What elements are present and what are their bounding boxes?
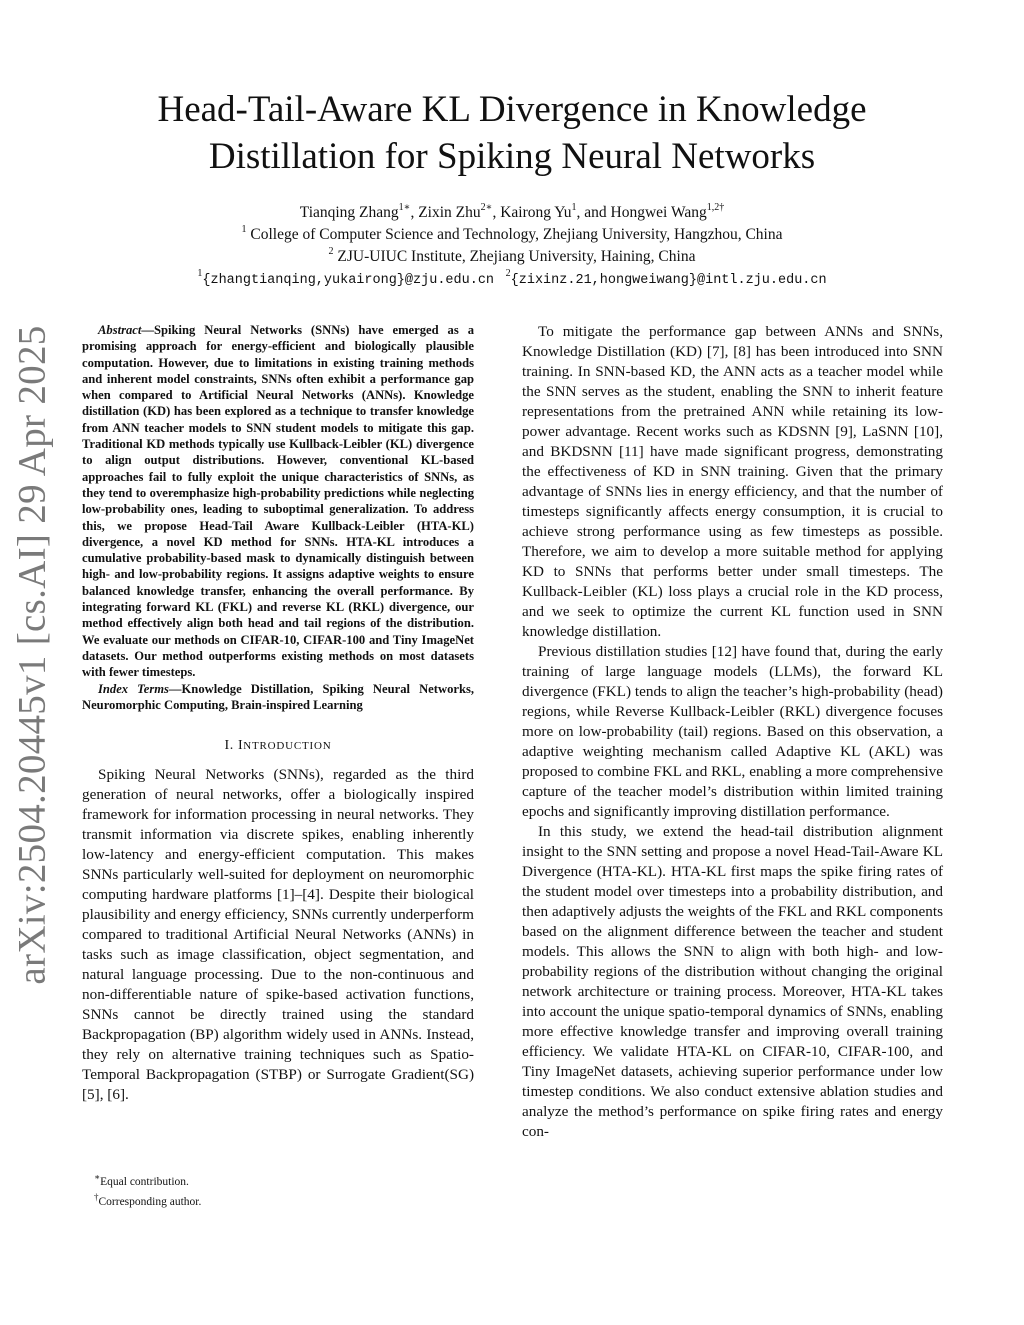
intro-paragraph-3: Previous distillation studies [12] have found that, during the early training of large language models (LLMs), the forward KL divergence (FKL) tends to align the teacher’s high-probability (head) regions, while Reverse Kullback-Leibler (RKL) divergence focuses more on low-probability (tail) regions. Based on this observation, a adaptive weighting mechanism called Adaptive KL (AKL) was proposed to combine FKL and RKL, enabling a more comprehensive capture of the teacher model’s distribution within limited training epochs and significantly improving distillation performance.	[522, 643, 943, 820]
intro-paragraph-4: In this study, we extend the head-tail distribution alignment insight to the SNN setting and propose a novel Head-Tail-Aware KL Divergence (HTA-KL). HTA-KL first maps the spike firing rates of the student model over timesteps into a probability distribution, and then adaptively adjusts the weights of the FKL and RKL components based on the alignment difference between the teacher and student models. This allows the SNN to align with both high- and low-probability regions of the distribution without changing the original network architecture or training process. Moreover, HTA-KL takes into account the unique spatio-temporal dynamics of SNNs, enabling more effective knowledge transfer and improving overall training efficiency. We validate HTA-KL on CIFAR-10, CIFAR-100, and Tiny ImageNet datasets, achieving superior performance under low timestep conditions. We also conduct extensive ablation studies and analyze the method’s performance on spike firing rates and energy con-	[522, 823, 943, 1140]
footnote-mark: †	[94, 1191, 99, 1202]
author-separator: ,	[492, 204, 501, 221]
abstract-dash: —	[141, 323, 154, 337]
author-mark: 1∗	[398, 201, 411, 213]
footnote	[82, 1190, 474, 1210]
email-line	[90, 268, 934, 292]
footnote-text: Equal contribution.	[100, 1175, 189, 1188]
affiliation-mark: 1	[241, 223, 247, 235]
affiliation-text: College of Computer Science and Technology, Zhejiang University, Hangzhou, China	[250, 226, 783, 243]
intro-paragraph-1: Spiking Neural Networks (SNNs), regarded as the third generation of neural networks, offer a biologically inspired framework for information processing in neural networks. They transmit information via discrete spikes, enabling inherently low-latency and energy-efficient computation. This makes SNNs particularly well-suited for deployment on neuromorphic computing hardware platforms [1]–[4]. Despite their biological plausibility and energy efficiency, SNNs currently underperform compared to traditional Artificial Neural Networks (ANNs) in tasks such as image classification, object segmentation, and natural language processing. Due to the non-continuous and non-differentiable nature of spike-based activation functions, SNNs cannot be directly trained using the standard Backpropagation (BP) algorithm widely used in ANNs. Instead, they rely on alternative training techniques such as Spatio-Temporal Backpropagation (STBP) or Surrogate Gradient(SG) [5], [6].	[82, 766, 474, 1104]
author-separator: ,	[410, 204, 419, 221]
email-mark: 1	[197, 267, 203, 279]
footnote-text: Corresponding author.	[98, 1195, 202, 1208]
author-separator: , and	[576, 204, 611, 221]
abstract	[82, 322, 474, 681]
email-mark: 2	[505, 267, 511, 279]
abstract-label: Abstract	[98, 323, 142, 337]
right-column	[522, 322, 943, 1142]
author-name: Zixin Zhu	[418, 204, 481, 221]
index-terms	[82, 681, 474, 714]
abstract-body: Spiking Neural Networks (SNNs) have emerged as a promising approach for energy-efficient and biologically plausible computation. However, due to limitations in existing training methods and inherent model constraints, SNNs often exhibit a performance gap when compared to Artificial Neural Networks (ANNs). Knowledge distillation (KD) has been explored as a technique to transfer knowledge from ANN teacher models to SNN student models to mitigate this gap. Traditional KD methods typically use Kullback-Leibler (KL) divergence to align output distributions. However, conventional KL-based approaches fail to fully exploit the unique characteristics of SNNs, as they tend to overemphasize high-probability predictions while neglecting low-probability ones, leading to suboptimal generalization. To address this, we propose Head-Tail Aware Kullback-Leibler (HTA-KL) divergence, a novel KD method for SNNs. HTA-KL introduces a cumulative probability-based mask to dynamically distinguish between high- and low-probability regions. It assigns adaptive weights to ensure balanced knowledge transfer, enhancing the overall performance. By integrating forward KL (FKL) and reverse KL (RKL) divergence, our method effectively align both head and tail regions of the distribution. We evaluate our methods on CIFAR-10, CIFAR-100 and Tiny ImageNet datasets. Our method outperforms existing methods on most datasets with fewer timesteps.	[82, 323, 474, 680]
author-name: Tianqing Zhang	[299, 204, 399, 221]
paper-title	[90, 86, 934, 180]
author-name: Kairong Yu	[500, 204, 572, 221]
affiliation-mark: 2	[328, 245, 334, 257]
affiliation	[90, 224, 934, 246]
intro-paragraph-2: To mitigate the performance gap between ANNs and SNNs, Knowledge Distillation (KD) [7], [8] has been introduced into SNN training. In SNN-based KD, the ANN acts as a teacher model while the SNN serves as the student, enabling the SNN to inherit feature representations from the pretrained ANN while retaining its low-power advantage. Recent works such as KDSNN [9], LaSNN [10], and BKDSNN [11] have made significant progress, demonstrating the effectiveness of KD in SNN training. Given that the primary advantage of SNNs lies in energy efficiency, and that the number of timesteps significantly affects energy consumption, it is crucial to achieve strong performance using as few timesteps as possible. Therefore, we aim to develop a more suitable method for applying KD to SNNs that performs better under small timesteps. The Kullback-Leibler (KL) loss plays a crucial role in the KD process, and we seek to optimize the current KL function used in SNN knowledge distillation.	[522, 323, 943, 640]
arxiv-sidebar-stamp	[2, 325, 62, 985]
left-column	[82, 322, 474, 1105]
author-name: Hongwei Wang	[610, 204, 707, 221]
index-terms-body: Knowledge Distillation, Spiking Neural Networks, Neuromorphic Computing, Brain-inspired Learning	[82, 681, 475, 712]
author-mark: 2∗	[480, 201, 493, 213]
title-line-1: Head-Tail-Aware KL Divergence in Knowledge	[157, 89, 867, 130]
affiliation	[90, 246, 934, 268]
author-mark: 1,2†	[706, 201, 725, 213]
email-address[interactable]: {zixinz.21,hongweiwang}@intl.zju.edu.cn	[510, 273, 827, 288]
section-initial: I	[237, 738, 244, 754]
author-block	[90, 202, 934, 292]
footnote-mark: ∗	[94, 1172, 101, 1182]
index-terms-dash: —	[168, 681, 182, 696]
section-numeral: I.	[224, 738, 238, 754]
title-line-2: Distillation for Spiking Neural Networks	[208, 136, 816, 177]
affiliation-text: ZJU-UIUC Institute, Zhejiang University, Haining, China	[337, 248, 696, 265]
index-terms-label: Index Terms	[98, 681, 169, 696]
footnote	[82, 1170, 474, 1190]
arxiv-identifier: arXiv:2504.20445v1 [cs.AI] 29 Apr 2025	[10, 325, 54, 985]
section-title-rest: NTRODUCTION	[243, 740, 332, 753]
author-mark: 1	[571, 201, 577, 213]
author-list	[90, 202, 934, 224]
footnotes	[82, 1170, 474, 1210]
section-heading-introduction	[82, 738, 474, 754]
email-address[interactable]: {zhangtianqing,yukairong}@zju.edu.cn	[202, 273, 495, 288]
